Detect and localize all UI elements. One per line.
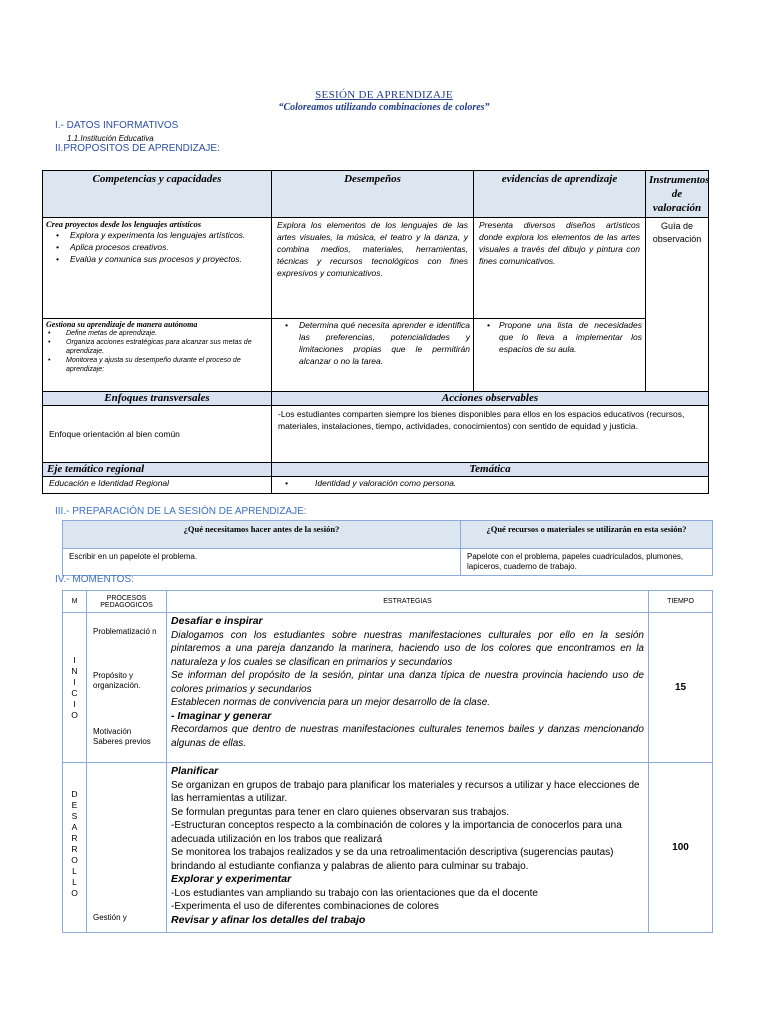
strategy-heading: Desafiar e inspirar	[171, 615, 263, 627]
list-item: • Define metas de aprendizaje.	[46, 329, 268, 338]
strategy-text: Se formulan preguntas para tener en claro quienes observaran sus trabajos.	[171, 806, 509, 818]
strategy-text: Dialogamos con los estudiantes sobre nuestras manifestaciones culturales por ello en la sesión pintaremos a una pareja danzando la marinera, haciendo uso de los colores que encontramos en la naturaleza y los cuales se clasifican en primarios y secundarios	[171, 629, 644, 668]
desarrollo-label	[63, 763, 87, 933]
institucion-label: 1.1.Institución Educativa	[67, 134, 154, 143]
letter: D	[71, 789, 78, 799]
list-item: • Determina qué necesita aprender e identifica las preferencias, potencialidades y limitaciones propias que le permitirán alcanzar o no la tarea.	[275, 319, 470, 367]
evidence-cell-2	[474, 319, 646, 392]
list-item: • Identidad y valoración como persona.	[275, 477, 705, 489]
preparation-question-2: ¿Qué recursos o materiales se utilizarán en esta sesión?	[461, 521, 713, 549]
preparation-answer-1: Escribir en un papelote el problema.	[63, 549, 461, 576]
tematica-header: Temática	[272, 463, 709, 477]
strategy-heading: Revisar y afinar los detalles del trabajo	[171, 913, 366, 926]
letter: N	[71, 665, 78, 676]
letter: I	[73, 676, 76, 687]
tematica-list	[275, 477, 705, 489]
instrument-cell: Guía de observación	[646, 218, 709, 392]
list-item: • Monitorea y ajusta su desempeño durante el proceso de aprendizaje:	[46, 356, 268, 374]
letter: I	[73, 698, 76, 709]
desarrollo-processes	[87, 763, 167, 933]
letter: R	[71, 833, 78, 843]
process-proposito: Propósito y organización.	[93, 671, 141, 690]
strategy-text: Se monitorea los trabajos realizados y se da una retroalimentación descriptiva (sugerencias pautas) brindando al estudiante confianza y palabras de aliento para culminar su trabajo.	[171, 847, 614, 872]
inicio-strategies	[167, 613, 649, 763]
moments-table	[62, 590, 713, 933]
eje-cell: Educación e Identidad Regional	[43, 477, 272, 494]
header-m: M	[63, 591, 87, 613]
process-motivacion: Motivación Saberes previos	[93, 727, 151, 746]
inicio-label	[63, 613, 87, 763]
capacities-list	[46, 329, 268, 374]
section-datos-informativos: I.- DATOS INFORMATIVOS	[55, 120, 179, 131]
accion-cell: -Los estudiantes comparten siempre los bienes disponibles para ellos en los espacios educativos (recursos, materiales, instalaciones, tiempo, actividades, conocimientos) con sentido de equidad y justicia.	[272, 406, 709, 463]
list-item: • Explora y experimenta los lenguajes artísticos.	[46, 229, 268, 241]
performance-list	[275, 319, 470, 367]
performance-cell-1: Explora los elementos de los lenguajes de las artes visuales, la música, el teatro y la danza, y combina medios, materiales, herramientas, técnicas y recursos tecnológicos con fines expresivos y comunicativos.	[272, 218, 474, 319]
process-gestion: Gestión y	[93, 913, 127, 922]
strategy-heading: Planificar	[171, 765, 219, 777]
strategy-heading: - Imaginar y generar	[171, 709, 272, 722]
competence-cell-1	[43, 218, 272, 319]
page-subtitle: “Coloreamos utilizando combinaciones de colores”	[278, 102, 490, 113]
letter: A	[71, 822, 78, 832]
header-desempenos: Desempeños	[272, 171, 474, 218]
letter: E	[71, 800, 78, 810]
letter: L	[72, 866, 77, 876]
inicio-time: 15	[649, 613, 713, 763]
process-problematizacion: Problematizació n	[93, 627, 157, 636]
strategy-text: Se informan del propósito de la sesión, pintar una danza típica de nuestra provincia haciendo uso de colores primarios y secundarios	[171, 670, 644, 695]
competence-title: Crea proyectos desde los lenguajes artísticos	[46, 219, 202, 229]
evidence-list	[477, 319, 642, 355]
performance-cell-2	[272, 319, 474, 392]
header-procesos: PROCESOS PEDAGOGICOS	[87, 591, 167, 613]
letter: O	[71, 888, 78, 898]
strategy-text: Recordamos que dentro de nuestras manifestaciones culturales tenemos bailes y danzas mencionando algunas de ellas.	[171, 724, 644, 749]
strategy-text: Se organizan en grupos de trabajo para planificar los materiales y recursos a utilizar y hace elecciones de las herramientas a utilizar.	[171, 779, 640, 804]
letter: I	[73, 654, 76, 665]
desarrollo-time: 100	[649, 763, 713, 933]
header-evidencias: evidencias de aprendizaje	[474, 171, 646, 218]
purposes-table	[42, 170, 709, 494]
letter: C	[71, 687, 78, 698]
preparation-question-1: ¿Qué necesitamos hacer antes de la sesión?	[63, 521, 461, 549]
strategy-text: -Los estudiantes van ampliando su trabajo con las orientaciones que da el docente	[171, 887, 538, 899]
list-item: • Propone una lista de necesidades que lo lleva a implementar los espacios de su aula.	[477, 319, 642, 355]
section-momentos: IV.- MOMENTOS:	[55, 574, 134, 585]
strategy-text: -Experimenta el uso de diferentes combinaciones de colores	[171, 901, 439, 912]
preparation-answer-2: Papelote con el problema, papeles cuadriculados, plumones, lapiceros, cuaderno de trabajo.	[461, 549, 713, 576]
desarrollo-strategies	[167, 763, 649, 933]
acciones-header: Acciones observables	[272, 392, 709, 406]
header-tiempo: TIEMPO	[649, 591, 713, 613]
header-instrumentos: Instrumentos de valoración	[646, 171, 709, 218]
list-item: • Aplica procesos creativos.	[46, 241, 268, 253]
strategy-text: Establecen normas de convivencia para un mejor desarrollo de la clase.	[171, 697, 491, 708]
section-preparacion: III.- PREPARACIÓN DE LA SESIÓN DE APRENDIZAJE:	[55, 506, 307, 517]
evidence-cell-1: Presenta diversos diseños artísticos donde explora los elementos de las artes visuales a través del dibujo y pintura con fines comunicativos.	[474, 218, 646, 319]
eje-header: Eje temático regional	[43, 463, 272, 477]
enfoques-header: Enfoques transversales	[43, 392, 272, 406]
letter: S	[71, 811, 78, 821]
letter: O	[71, 709, 78, 720]
header-estrategias: ESTRATEGIAS	[167, 591, 649, 613]
competence-title: Gestiona su aprendizaje de manera autónoma	[46, 320, 198, 329]
letter: O	[71, 855, 78, 865]
list-item: • Organiza acciones estratégicas para alcanzar sus metas de aprendizaje.	[46, 338, 268, 356]
letter: L	[72, 877, 77, 887]
strategy-text: -Estructuran conceptos respecto a la combinación de colores y la importancia de conocerlos para una adecuada utilización en los trabos que realizará	[171, 820, 622, 845]
header-competencias: Competencias y capacidades	[43, 171, 272, 218]
inicio-processes	[87, 613, 167, 763]
tematica-cell	[272, 477, 709, 494]
enfoque-cell: Enfoque orientación al bien común	[43, 406, 272, 463]
preparation-table	[62, 520, 713, 576]
capacities-list	[46, 229, 268, 265]
list-item: • Evalúa y comunica sus procesos y proyectos.	[46, 253, 268, 265]
section-propositos: II.PROPOSITOS DE APRENDIZAJE:	[55, 143, 220, 154]
page-title: SESIÓN DE APRENDIZAJE	[315, 89, 453, 101]
strategy-heading: Explorar y experimentar	[171, 873, 292, 885]
competence-cell-2	[43, 319, 272, 392]
letter: R	[71, 844, 78, 854]
